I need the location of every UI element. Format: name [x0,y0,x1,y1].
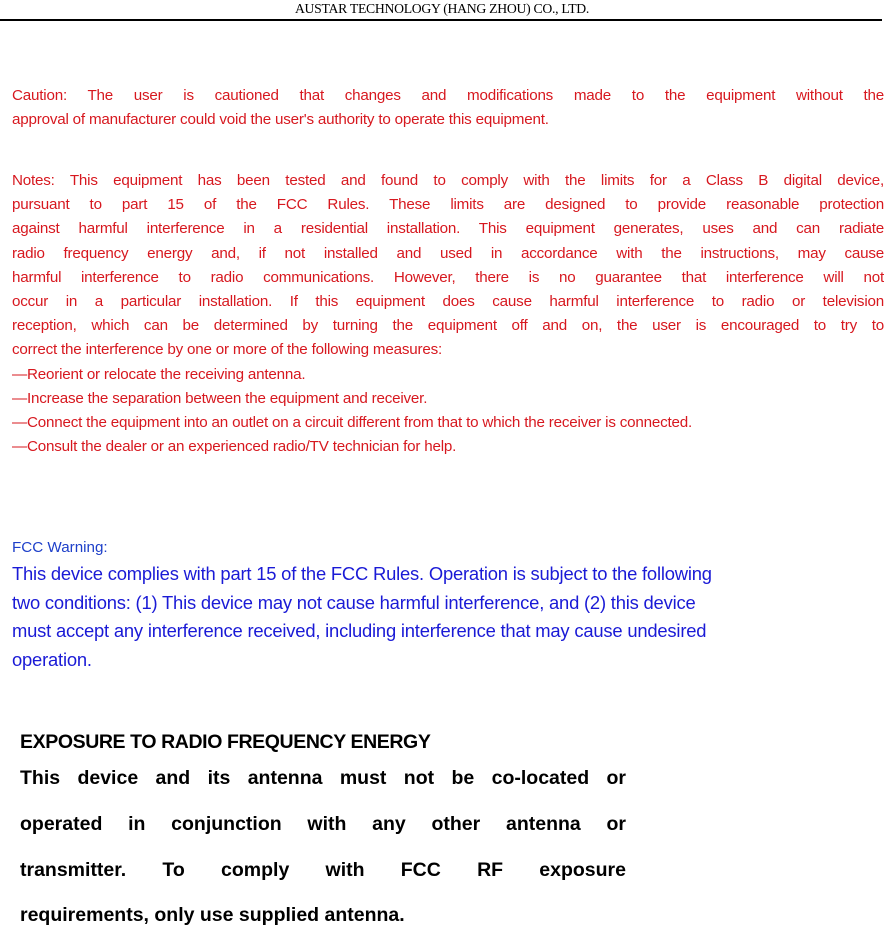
notes-line: pursuant to part 15 of the FCC Rules. These limits are designed to provide reasonable protection [12,196,884,214]
rf-exposure-line: requirements, only use supplied antenna. [20,904,405,927]
rf-exposure-paragraph [20,762,626,945]
rf-exposure-line: operated in conjunction with any other antenna or [20,812,626,835]
measure-item: —Reorient or relocate the receiving antenna. [12,365,306,383]
fcc-warning-line: This device complies with part 15 of the FCC Rules. Operation is subject to the following [12,563,712,584]
rf-exposure-line: transmitter. To comply with FCC RF exposure [20,858,626,881]
caution-paragraph [12,84,884,132]
notes-line: correct the interference by one or more of the following measures: [12,341,442,359]
fcc-warning-line: two conditions: (1) This device may not cause harmful interference, and (2) this device [12,591,696,613]
notes-line: against harmful interference in a residential installation. This equipment generates, uses and can radiate [12,220,884,238]
company-header-title: AUSTAR TECHNOLOGY (HANG ZHOU) CO., LTD. [294,2,590,17]
notes-line: harmful interference to radio communications. However, there is no guarantee that interference will not [12,268,884,286]
header-divider [0,19,882,21]
measure-item: —Connect the equipment into an outlet on a circuit different from that to which the receiver is connected. [12,413,693,431]
rf-exposure-line: This device and its antenna must not be co-located or [20,767,626,789]
fcc-warning-line: must accept any interference received, including interference that may cause undesired [12,620,707,641]
notes-line: reception, which can be determined by turning the equipment off and on, the user is encouraged to try to [12,317,884,335]
fcc-warning-line: operation. [12,648,92,670]
fcc-warning-heading-block [12,536,884,560]
fcc-warning-heading: FCC Warning: [12,539,108,556]
notes-line: occur in a particular installation. If this equipment does cause harmful interference to radio or television [12,292,884,310]
measure-item: —Consult the dealer or an experienced radio/TV technician for help. [12,438,457,456]
fcc-warning-paragraph [12,560,884,674]
page-header [0,0,884,22]
notes-paragraph [12,169,884,459]
notes-line: Notes: This equipment has been tested and found to comply with the limits for a Class B digital device, [12,172,884,189]
caution-line: Caution: The user is cautioned that changes and modifications made to the equipment without the [12,87,884,104]
rf-exposure-heading: EXPOSURE TO RADIO FREQUENCY ENERGY [20,731,431,753]
caution-line: approval of manufacturer could void the user's authority to operate this equipment. [12,111,549,129]
measure-item: —Increase the separation between the equipment and receiver. [12,389,428,407]
notes-line: radio frequency energy and, if not installed and used in accordance with the instructions, may cause [12,244,884,262]
